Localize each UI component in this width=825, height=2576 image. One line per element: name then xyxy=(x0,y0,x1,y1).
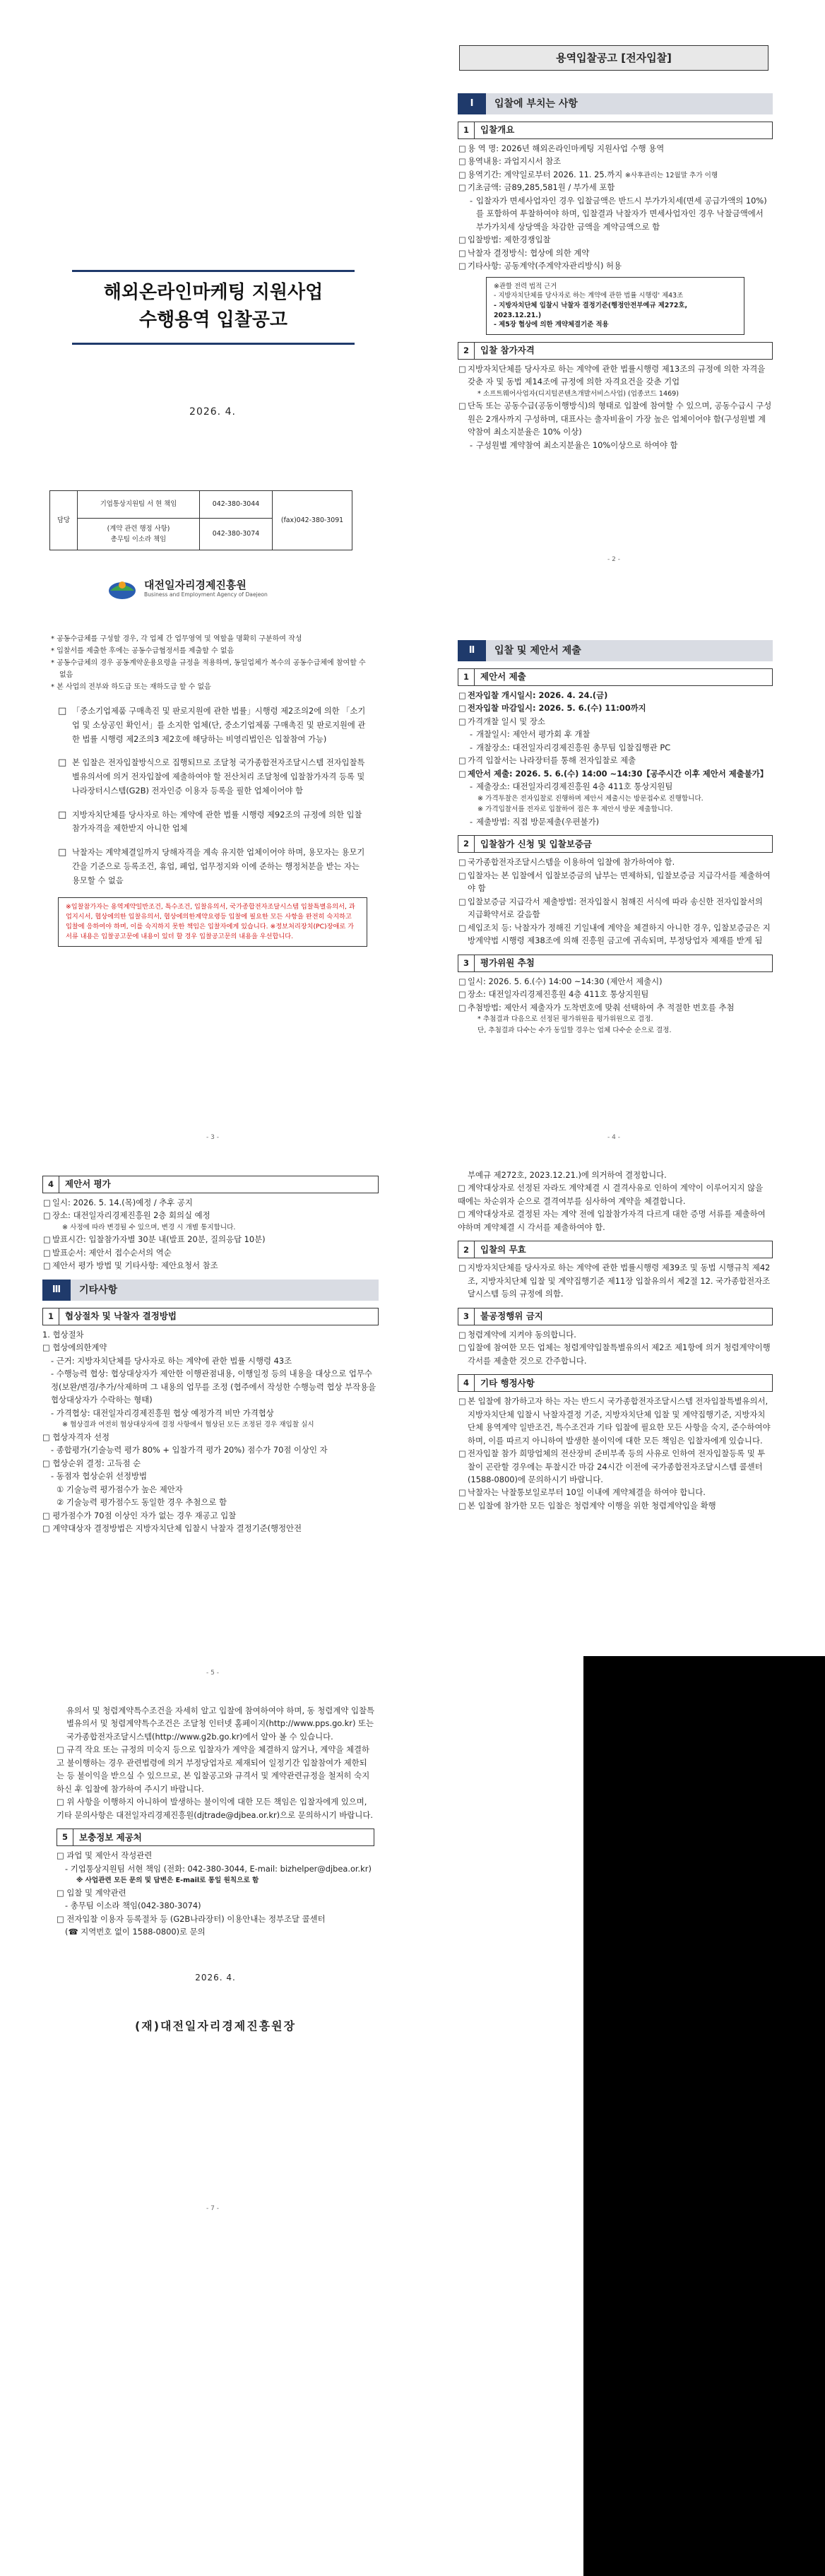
body-line: □ 계약대상자로 결정된 자는 계약 전에 입찰참가자격 다르게 대한 증명 서류를 제출하여야하며 계약체결 시 각서를 제출하여야 함. xyxy=(458,1209,766,1232)
bullet-item: - 개찰장소: 대전일자리경제진흥원 총무팀 입찰집행관 PC xyxy=(458,741,773,754)
subsection-title: 입찰참가 신청 및 입찰보증금 xyxy=(475,835,773,853)
list-item: □ 낙찰자 결정방식: 협상에 의한 계약 xyxy=(458,247,773,259)
qualification-text: 본 입찰은 전자입찰방식으로 집행되므로 조달청 국가종합전자조달시스템 전자입찰특별유의서에 의거 전자입찰에 제출하여야 할 전산처리 조달청에 입찰참가자격 등록 및 나라장터시스템(G2B) 전자인증 이용자 등록을 필한 업체이어야 함 xyxy=(72,758,365,796)
subsection-number: 3 xyxy=(458,1308,475,1325)
section-number: Ⅲ xyxy=(42,1280,71,1301)
body-line: □ 협상순위 결정: 고득점 순 xyxy=(42,1458,141,1468)
notice-bullet: * 입찰서를 제출한 후에는 공동수급협정서를 제출할 수 없음 xyxy=(51,647,235,655)
list-item: □ 낙찰자는 낙찰통보일로부터 10일 이내에 계약체결을 하여야 합니다. xyxy=(458,1486,773,1499)
body-line: □ 협상자격자 선정 xyxy=(42,1431,110,1442)
list-note: ※ 사정에 따라 변경될 수 있으며, 변경 시 개별 통지합니다. xyxy=(62,1223,236,1231)
body-note: ※ 협상결과 여전히 협상대상자에 결정 사항에서 협상된 모든 조정된 경우 재입찰 실시 xyxy=(62,1421,314,1429)
subsection-heading xyxy=(458,1241,773,1258)
list-item: □ 가격개찰 일시 및 장소 xyxy=(458,715,773,728)
subsection-heading xyxy=(42,1308,379,1325)
subsection-heading xyxy=(458,668,773,686)
list-item-note: ※사후관리는 12월말 추가 이행 xyxy=(624,171,718,179)
checkbox-icon: □ xyxy=(58,706,67,716)
agency-logo-name-en: Business and Employment Agency of Daejeon xyxy=(144,591,268,598)
list-item: □ 본 입찰에 참가한 모든 입찰은 청렴계약 이행을 위한 청렴계약입을 확행 xyxy=(458,1499,773,1512)
subsection-number: 2 xyxy=(458,1241,475,1258)
subsection-number: 5 xyxy=(57,1828,73,1846)
page-6 xyxy=(417,1143,811,1687)
section-title: 입찰에 부치는 사항 xyxy=(486,93,773,114)
list-item: □ 입찰에 참여한 모든 업체는 청렴계약입찰특별유의서 제2조 제1항에 의거 청렴계약이행각서를 제출한 것으로 간주합니다. xyxy=(458,1341,773,1367)
list-item: □ 입찰방법: 제한경쟁입찰 xyxy=(458,233,773,246)
list-item: □ 용역내용: 과업지시서 참조 xyxy=(458,155,773,167)
subsection-heading xyxy=(458,1308,773,1325)
subsection-title: 제안서 평가 xyxy=(59,1176,379,1193)
qualification-item xyxy=(58,756,367,798)
list-item: □ 일시: 2026. 5. 14.(목)예정 / 추후 공지 xyxy=(42,1196,379,1209)
qualification-list xyxy=(30,704,396,887)
legal-basis-line: - 지방자치단체 입찰시 낙찰자 결정기준(행정안전부예규 제272호, 2023.12.21.) xyxy=(494,302,688,319)
section-title: 기타사항 xyxy=(71,1280,379,1301)
checkbox-icon: □ xyxy=(58,847,67,858)
list-item: □ 본 입찰에 참가하고자 하는 자는 반드시 국가종합전자조달시스템 전자입찰특별유의서, 지방자치단체 입찰시 낙찰자결정 기준, 지방자치단체 입찰 및 계약집행기준, 지방자치단체 용역계약 일반조건, 특수조건과 기타 입찰에 필요한 모든 사항을 숙지, 준수하여야 하며, 이를 따르지 아니하여 발생한 불이익에 대한 모든 책임은 입찰자에게 있습니다. xyxy=(458,1395,773,1447)
list-item xyxy=(458,168,773,182)
body-line: □ 계약대상자로 선정된 자라도 계약체결 시 결격사유로 인하여 계약이 이루어지지 않을 때에는 차순위자 순으로 결격여부를 심사하여 계약을 체결합니다. xyxy=(458,1183,764,1206)
bullet-item: - 입찰자가 면세사업자인 경우 입찰금액은 반드시 부가가치세(면세 공급가액의 10%)를 포함하여 투찰하여야 하며, 입찰결과 낙찰자가 면세사업자인 경우 낙찰금액에서 부가가치세 상당액을 차감한 금액을 계약금액으로 함 xyxy=(458,194,773,233)
contact-row2-phone: 042-380-3074 xyxy=(200,519,273,550)
contact-label: 담당 xyxy=(50,491,78,550)
body-line: □ 전자입찰 이용자 등록절차 등 (G2B나라장터) 이용안내는 정부조달 콜센터 xyxy=(57,1913,326,1924)
subsection-heading xyxy=(458,122,773,139)
list-item: □ 발표순서: 제안서 접수순서의 역순 xyxy=(42,1246,379,1259)
list-item: □ 청렴계약에 지켜야 동의합니다. xyxy=(458,1328,773,1341)
subsection-title: 보충정보 제공처 xyxy=(73,1828,374,1846)
notice-bullet-text: 공동수급체의 경우 공동계약운용요령을 규정을 적용하며, 동일업체가 복수의 공동수급체에 참여할 수 없음 xyxy=(57,659,366,679)
list-item: □ 기초금액: 금89,285,581원 / 부가세 포함 xyxy=(458,181,773,194)
checkbox-icon: □ xyxy=(58,809,67,820)
body-line: □ 협상에의한계약 xyxy=(42,1342,107,1353)
body-line: □ 위 사항을 이행하지 아니하여 발생하는 불이익에 대한 모든 책임은 입찰자에게 있으며, 기타 문의사항은 대전일자리경제진흥원(djtrade@djbea.or.kr)으로 문의하시기 바랍니다. xyxy=(57,1797,373,1820)
checkbox-icon: □ xyxy=(58,757,67,769)
body-line: - 동점자 협상순위 선정방법 xyxy=(51,1471,148,1482)
legal-basis-line: ※관할 전력 법적 근거 xyxy=(494,282,557,290)
section-title: 입찰 및 제안서 제출 xyxy=(486,640,773,661)
list-item: □ 추첨방법: 제안서 제출자가 도착번호에 맞춰 선택하여 추 적절한 번호를 추첨 xyxy=(458,1001,773,1014)
list-note: 단, 추첨결과 다수는 수가 동일할 경우는 업체 다수순 순으로 결정. xyxy=(477,1026,672,1034)
subsection-title: 평가위원 추첨 xyxy=(475,955,773,972)
list-item: □ 제안서 제출: 2026. 5. 6.(수) 14:00 ~14:30【공주시간 이후 제안서 제출불가】 xyxy=(458,767,773,780)
list-note: * 추첨결과 다음으로 선정된 평가위원을 평가위원으로 결정. xyxy=(477,1015,653,1023)
list-item: □ 일시: 2026. 5. 6.(수) 14:00 ~14:30 (제안서 제출시) xyxy=(458,975,773,988)
page-3 xyxy=(16,608,410,1152)
subsection-title: 입찰개요 xyxy=(475,122,773,139)
subsection-number: 1 xyxy=(458,668,475,686)
list-note: ※ 가격투찰은 전자입찰로 진행하며 제안서 제출시는 방문접수로 진행합니다. xyxy=(477,794,704,803)
notice-bullets xyxy=(30,633,396,693)
subsection-number: 2 xyxy=(458,342,475,360)
contact-table xyxy=(49,490,352,550)
cover-title-line2: 수행용역 입찰공고 xyxy=(139,309,287,331)
bullet-item: - 제출방법: 직접 방문제출(우편불가) xyxy=(458,815,773,828)
list-item: □ 지방자치단체를 당사자로 하는 계약에 관한 법률시행령 제13조의 규정에 의한 자격을 갖춘 자 및 동법 제14조에 규정에 의한 자격요건을 갖춘 기업 xyxy=(458,362,773,389)
list-item: □ 용 역 명: 2026년 해외온라인마케팅 지원사업 수행 용역 xyxy=(458,142,773,155)
subsection-heading xyxy=(42,1176,379,1193)
agency-logo-icon xyxy=(107,577,137,602)
qualification-item xyxy=(58,846,367,887)
subsection-number: 3 xyxy=(458,955,475,972)
body-line: 1. 협상절차 xyxy=(42,1329,84,1340)
list-item: □ 입찰자는 본 입찰에서 입찰보증금의 납부는 면제하되, 입찰보증금 지급각서를 제출하여야 함 xyxy=(458,869,773,895)
contact-row1-dept: 기업통상지원팀 서 현 책임 xyxy=(78,491,200,519)
subsection-number: 1 xyxy=(458,122,475,139)
notice-bullet-text: 본 사업의 전부와 하도급 또는 재하도급 할 수 없음 xyxy=(57,683,211,691)
subsection-heading xyxy=(458,835,773,853)
section-heading xyxy=(458,93,773,114)
body-line: - 근거: 지방자치단체를 당사자로 하는 계약에 관한 법률 시행령 43조 xyxy=(51,1355,292,1366)
page-5 xyxy=(16,1143,410,1687)
notice-bullet-text: 입찰서를 제출한 후에는 공동수급협정서를 제출할 수 없음 xyxy=(57,647,235,655)
empty-area xyxy=(583,1656,825,2576)
body-line: 부예규 제272호, 2023.12.21.)에 의거하여 결정합니다. xyxy=(468,1170,667,1180)
list-item: □ 전자입찰 참가 희망업체의 전산장비 준비부족 등의 사유로 인하여 전자입찰등록 및 투찰이 곤란할 경우에는 투찰시간 마감 24시간 이전에 국가종합전자조달시스템 콜센터(1588-0800)에 문의하시기 바랍니다. xyxy=(458,1447,773,1486)
qualification-text: 낙찰자는 계약체결일까지 당해자격을 계속 유지한 업체이어야 하며, 용모자는 용모기간을 기준으로 등록조건, 휴업, 폐업, 업무정지와 이에 준하는 행정처분을 받는 자는 용모할 수 없음 xyxy=(72,848,365,885)
section-number: Ⅱ xyxy=(458,640,486,661)
subsection-title: 불공정행위 금지 xyxy=(475,1308,773,1325)
cover-date: 2026. 4. xyxy=(189,406,236,418)
contact-row2-dept: (계약 관련 행정 사항) 총무팀 이소라 책임 xyxy=(78,519,200,550)
list-item: □ 전자입찰 개시일시: 2026. 4. 24.(금) xyxy=(458,689,773,702)
body-note: ※ 사업관련 모든 문의 및 답변은 E-mail로 통일 원칙으로 함 xyxy=(76,1877,259,1885)
legal-basis-line: - 제5장 협상에 의한 계약체결기준 적용 xyxy=(494,321,609,329)
page-2 xyxy=(417,30,811,574)
subsection-heading xyxy=(458,955,773,972)
section-heading xyxy=(42,1280,379,1301)
legal-basis-box xyxy=(486,277,744,335)
subsection-title: 제안서 제출 xyxy=(475,668,773,686)
subsection-title: 입찰의 무효 xyxy=(475,1241,773,1258)
subsection-title: 기타 행정사항 xyxy=(475,1374,773,1392)
body-line: ② 기술능력 평가점수도 동일한 경우 추첨으로 함 xyxy=(57,1497,227,1508)
subsection-title: 입찰 참가자격 xyxy=(475,342,773,360)
agency-logo xyxy=(107,575,268,603)
list-note: ※ 가격입찰서를 전자로 입찰하여 접은 후 제안서 방문 제출합니다. xyxy=(477,805,673,814)
list-item: □ 제안서 평가 방법 및 기타사항: 제안요청서 참조 xyxy=(42,1259,379,1272)
notice-bullet: * 본 사업의 전부와 하도급 또는 재하도급 할 수 없음 xyxy=(51,683,211,691)
subsection-number: 4 xyxy=(42,1176,59,1193)
list-item: □ 장소: 대전일자리경제진흥원 4층 411호 통상지원팀 xyxy=(458,988,773,1000)
contact-fax: (fax)042-380-3091 xyxy=(273,491,352,550)
legal-basis-line: - 지방자치단체를 당사자로 하는 계약에 관한 법률 시행령' 제43조 xyxy=(494,292,684,300)
subsection-heading xyxy=(458,1374,773,1392)
page-number: - 2 - xyxy=(607,556,620,564)
notice-header: 용역입찰공고 [전자입찰] xyxy=(459,45,768,71)
notice-bullet: * 공동수급체의 경우 공동계약운용요령을 규정을 적용하며, 동일업체가 복수의 공동수급체에 참여할 수 없음 xyxy=(51,659,366,679)
body-line: - 가격협상: 대전일자리경제진흥원 협상 예정가격 비만 가격협상 xyxy=(51,1407,274,1418)
subsection-number: 1 xyxy=(42,1308,59,1325)
body-line: - 종합평가(기술능력 평가 80% + 입찰가격 평가 20%) 점수가 70점 이상인 자 xyxy=(51,1445,328,1455)
body-line: □ 계약대상자 결정방법은 지방자치단체 입찰시 낙찰자 결정기준(행정안전 xyxy=(42,1523,302,1533)
agency-logo-name: 대전일자리경제진흥원 xyxy=(144,578,247,591)
qualification-item xyxy=(58,808,367,837)
body-line: ① 기술능력 평가점수가 높은 제안자 xyxy=(57,1484,183,1494)
page-7 xyxy=(16,1679,410,2223)
signature: (재)대전일자리경제진흥원장 xyxy=(134,2019,297,2033)
qualification-item xyxy=(58,704,367,746)
list-item: □ 장소: 대전일자리경제진흥원 2층 회의실 예정 xyxy=(42,1209,379,1222)
qualification-text: 「중소기업제품 구매촉진 및 판로지원에 관한 법률」시행령 제2조의2에 의한 「소기업 및 소상공인 확인서」를 소지한 업체(단, 중소기업제품 구매촉진 및 판로지원에 관한 법률 시행령 제2조의3 제2호에 해당하는 비영리법인은 입찰참여 가능) xyxy=(72,707,366,744)
closing-date: 2026. 4. xyxy=(195,1972,236,1983)
page-number: - 3 - xyxy=(206,1134,219,1142)
warning-box: ※입찰참가자는 용역계약일반조건, 특수조건, 입찰유의서, 국가종합전자조달시스템 입찰특별유의서, 과업지시서, 협상에의한 입찰유의서, 협상에의한계약요령등 입찰에 필요한 모든 사항을 완전히 숙지하고 입찰에 응하여야 하며, 이를 숙지하지 못한 책임은 입찰자에게 있습니다. ※정보처리장치(PC)장애로 가서류 내용은 입찰공고문에 내용이 있더 할 경우 입찰공고문의 내용을 우선합니다. xyxy=(58,897,367,946)
page-number: - 4 - xyxy=(607,1134,620,1142)
subsection-heading xyxy=(57,1828,374,1846)
subsection-heading xyxy=(458,342,773,360)
list-item: □ 국가종합전자조달시스템을 이용하여 입찰에 참가하여야 함. xyxy=(458,856,773,868)
list-item-text: 용역기간: 계약일로부터 2026. 11. 25.까지 xyxy=(468,169,623,179)
body-line: - 총무팀 이소라 책임(042-380-3074) xyxy=(65,1901,201,1911)
list-note: * 소프트웨어사업자(디지털콘텐츠개발서비스사업) (업종코드 1469) xyxy=(477,389,679,398)
section-heading xyxy=(458,640,773,661)
page-number: - 5 - xyxy=(206,1670,219,1677)
page-number: - 7 - xyxy=(206,2205,219,2213)
section-number: Ⅰ xyxy=(458,93,486,114)
list-item: □ 발표시간: 입찰참가자별 30분 내(발표 20분, 질의응답 10분) xyxy=(42,1233,379,1246)
body-line: □ 과업 및 제안서 작성관련 xyxy=(57,1850,153,1861)
list-item: □ 세입조치 등: 낙찰자가 정해진 기일내에 계약을 체결하지 아니한 경우, 입찰보증금은 지방계약법 시행령 제38조에 의해 진흥원 금고에 귀속되며, 부정당업자 제재를 받게 됨 xyxy=(458,921,773,947)
body-line: □ 입찰 및 계약관련 xyxy=(57,1887,126,1898)
bullet-item: - 제출장소: 대전일자리경제진흥원 4층 411호 통상지원팀 xyxy=(458,780,773,793)
body-line: □ 규격 작요 또는 규정의 미숙지 등으로 입찰자가 계약을 체결하지 않거나, 계약을 체결하고 불이행하는 경우 관련법령에 의거 부정당업자로 제재되어 일정기간 입찰참여가 제한되는 등 불이익을 받으실 수 있으므로, 본 입찰공고와 규격서 및 계약관련규정을 철저히 숙지하신 후 입찰에 참가하여 주시기 바랍니다. xyxy=(57,1744,370,1794)
bullet-item: - 개찰일시: 제안서 평가회 후 개찰 xyxy=(458,728,773,740)
cover-title-box xyxy=(72,270,355,345)
body-line: (☎ 지역번호 없이 1588-0800)로 문의 xyxy=(65,1927,206,1937)
cover-title-line1: 해외온라인마케팅 지원사업 xyxy=(103,282,324,303)
subsection-title: 협상절차 및 낙찰자 결정방법 xyxy=(59,1308,379,1325)
subsection-number: 2 xyxy=(458,835,475,853)
page-cover xyxy=(16,72,410,616)
list-item: □ 단독 또는 공동수급(공동이행방식)의 형태로 입찰에 참여할 수 있으며, 공동수급시 구성원은 2개사까지 구성하며, 대표사는 출자비율이 가장 높은 업체이어야 함(구성원별 계약참여 최소지분율은 10% 이상) xyxy=(458,399,773,438)
list-item: □ 지방자치단체를 당사자로 하는 계약에 관한 법률시행령 제39조 및 동법 시행규칙 제42조, 지방자치단체 입찰 및 계약집행기준 제11장 입찰유의서 제2절 12. 국가종합전자조달시스템 등의 규정에 의함. xyxy=(458,1261,773,1300)
list-item: □ 기타사항: 공동계약(주계약자관리방식) 허용 xyxy=(458,259,773,272)
list-item: □ 전자입찰 마감일시: 2026. 5. 6.(수) 11:00까지 xyxy=(458,702,773,714)
subsection-number: 4 xyxy=(458,1374,475,1392)
contact-row1-phone: 042-380-3044 xyxy=(200,491,273,519)
notice-bullet: * 공동수급체를 구성할 경우, 각 업체 간 업무영역 및 역할을 명확히 구분하여 작성 xyxy=(51,635,302,643)
body-line: □ 평가점수가 70점 이상인 자가 없는 경우 재공고 입찰 xyxy=(42,1510,237,1520)
body-line: - 기업통상지원팀 서현 책임 (전화: 042-380-3044, E-mail: bizhelper@djbea.or.kr) xyxy=(65,1863,372,1874)
page-4 xyxy=(417,608,811,1152)
bullet-item: - 구성원별 계약참여 최소지분율은 10%이상으로 하여야 함 xyxy=(458,439,773,451)
list-item: □ 가격 입찰서는 나라장터를 통해 전자입찰로 제출 xyxy=(458,754,773,767)
body-line: - 수행능력 협상: 협상대상자가 제안한 이행관점내용, 이행일정 등의 내용을 대상으로 업무수정(보완/변경/추가/삭제하며 그 내용의 업무를 조정 (협주에서 작성한 수행능력 협상 부작용을 협상대상자가 수락하는 형태) xyxy=(51,1369,376,1405)
notice-bullet-text: 공동수급체를 구성할 경우, 각 업체 간 업무영역 및 역할을 명확히 구분하여 작성 xyxy=(57,635,302,643)
body-line: 유의서 및 청렴계약특수조건을 자세히 알고 입찰에 참여하여야 하며, 동 청렴계약 입찰특별유의서 및 청렴계약특수조건은 조달청 인터넷 홈페이지(http://www.pps.go.kr) 또는 국가종합전자조달시스템(http://www.g2b.go.kr)에서 알아 볼 수 있습니다. xyxy=(66,1706,374,1742)
list-item: □ 입찰보증금 지급각서 제출방법: 전자입찰시 첨해진 서식에 따라 송신한 전자입찰서의 지급확약서로 갈음함 xyxy=(458,895,773,921)
qualification-text: 지방자치단체를 당사자로 하는 계약에 관한 법률 시행령 제92조의 규정에 의한 입찰 참가자격을 제한받지 아니한 업체 xyxy=(72,810,362,834)
